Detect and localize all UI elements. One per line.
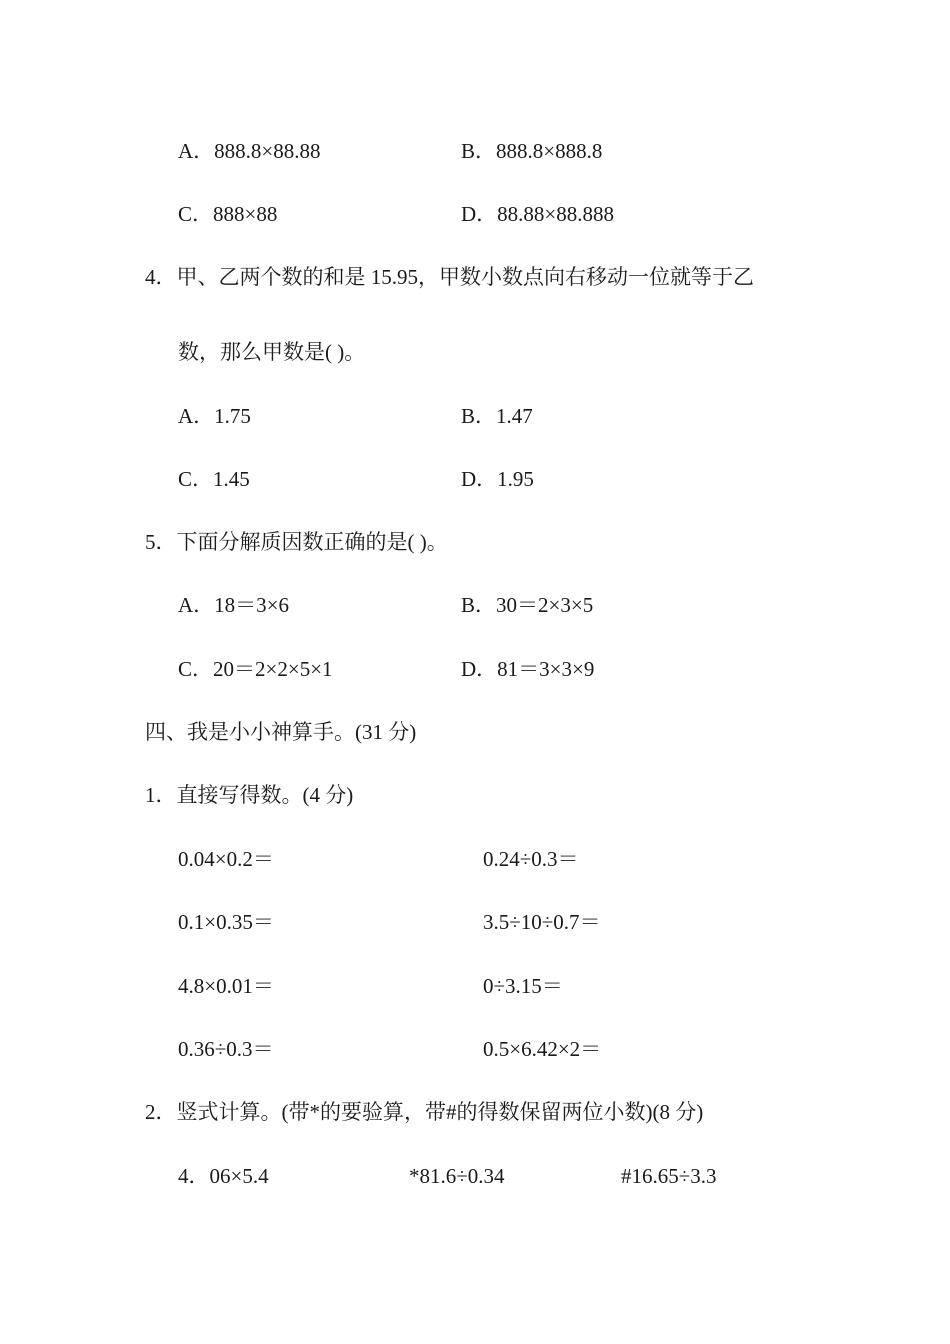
q5-text: 5．下面分解质因数正确的是( )。 xyxy=(145,530,448,554)
q5-option-d: D．81＝3×3×9 xyxy=(461,657,595,681)
q5-option-b: B．30＝2×3×5 xyxy=(461,593,594,617)
calc-item: 0÷3.15＝ xyxy=(483,974,563,998)
q4-text-line2: 数，那么甲数是( )。 xyxy=(178,340,366,364)
q3-option-c: C．888×88 xyxy=(178,202,278,226)
q4-text-line1: 4．甲、乙两个数的和是 15.95，甲数小数点向右移动一位就等于乙 xyxy=(145,265,754,289)
q3-option-a: A．888.8×88.88 xyxy=(178,139,321,163)
q5-option-a: A．18＝3×6 xyxy=(178,593,290,617)
vertical-calc-item: #16.65÷3.3 xyxy=(621,1164,717,1188)
calc-item: 0.5×6.42×2＝ xyxy=(483,1037,602,1061)
q4-option-a: A．1.75 xyxy=(178,404,251,428)
calc-item: 3.5÷10÷0.7＝ xyxy=(483,910,601,934)
q4-option-d: D．1.95 xyxy=(461,467,534,491)
calc-item: 0.1×0.35＝ xyxy=(178,910,274,934)
part2-title: 2．竖式计算。(带*的要验算，带#的得数保留两位小数)(8 分) xyxy=(145,1100,704,1124)
calc-item: 0.36÷0.3＝ xyxy=(178,1037,274,1061)
calc-item: 0.24÷0.3＝ xyxy=(483,847,579,871)
section-title: 四、我是小小神算手。(31 分) xyxy=(145,720,417,744)
part1-title: 1．直接写得数。(4 分) xyxy=(145,783,354,807)
q5-option-c: C．20＝2×2×5×1 xyxy=(178,657,333,681)
vertical-calc-item: 4．06×5.4 xyxy=(178,1164,269,1188)
calc-item: 4.8×0.01＝ xyxy=(178,974,274,998)
q4-option-c: C．1.45 xyxy=(178,467,250,491)
calc-item: 0.04×0.2＝ xyxy=(178,847,274,871)
q3-option-d: D．88.88×88.888 xyxy=(461,202,615,226)
vertical-calc-item: *81.6÷0.34 xyxy=(409,1164,505,1188)
q3-option-b: B．888.8×888.8 xyxy=(461,139,603,163)
q4-option-b: B．1.47 xyxy=(461,404,533,428)
